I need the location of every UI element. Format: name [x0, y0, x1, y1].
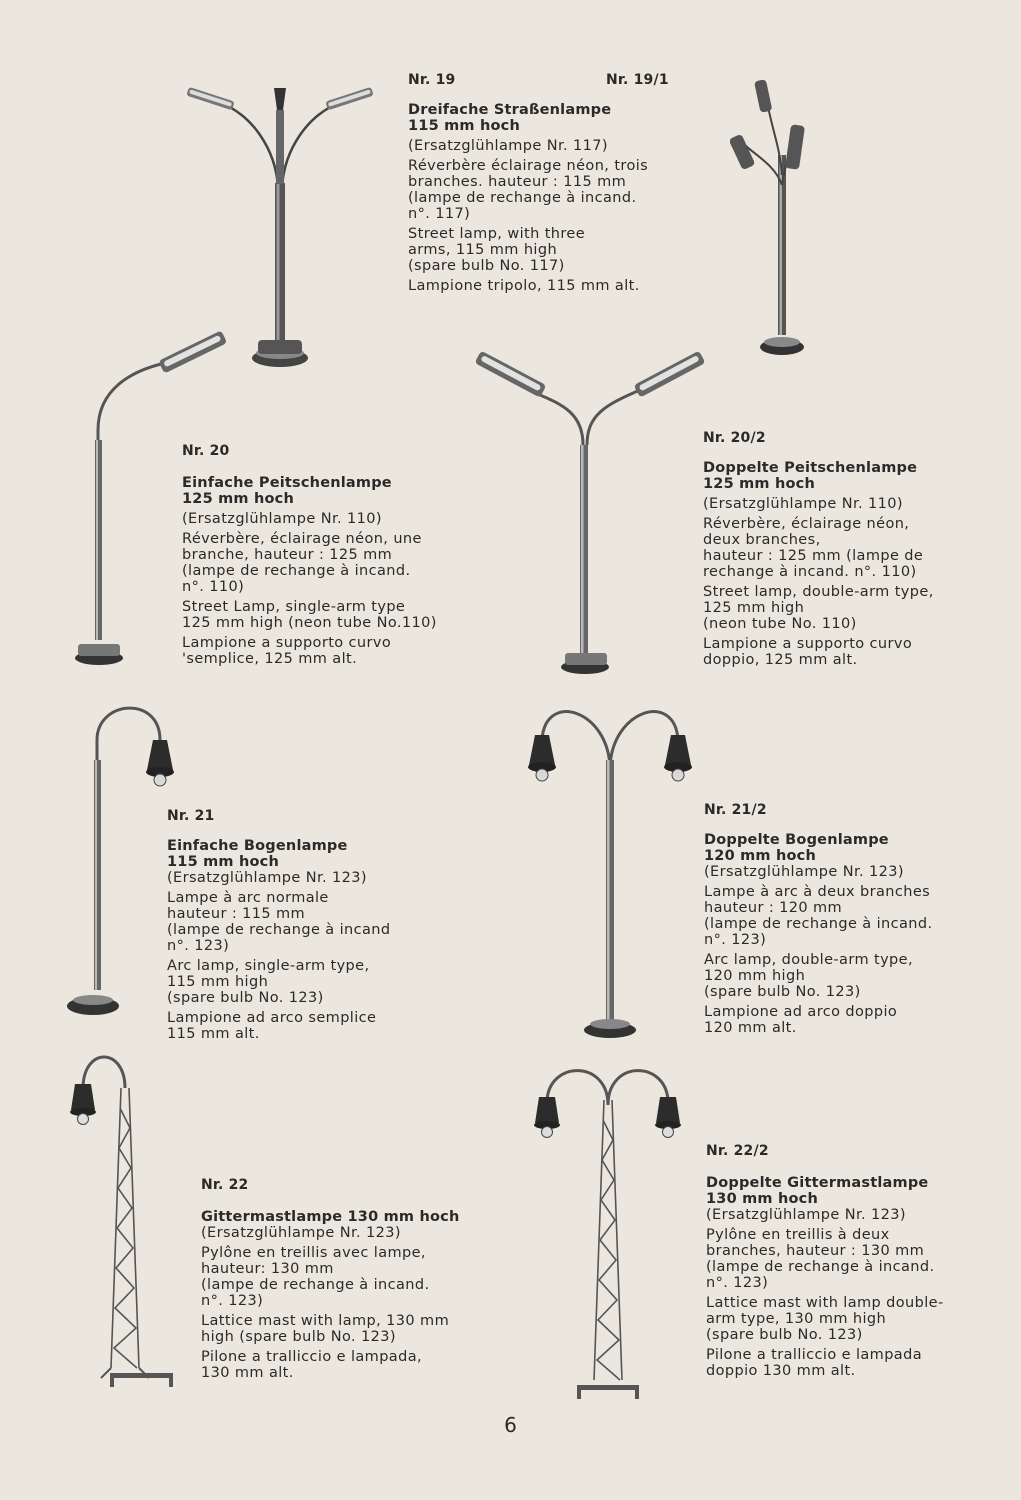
- item-height: 130 mm hoch: [706, 1191, 818, 1207]
- item-height: 115 mm hoch: [408, 118, 520, 134]
- spare-bulb-de: (Ersatzglühlampe Nr. 123): [706, 1207, 906, 1223]
- desc-it-line: doppio 130 mm alt.: [706, 1363, 856, 1379]
- desc-it: [706, 1347, 1001, 1379]
- item-title: Doppelte Bogenlampe: [704, 832, 889, 848]
- desc-fr-line: Réverbère éclairage néon, trois: [408, 158, 649, 174]
- desc-it-line: Lampione tripolo, 115 mm alt.: [408, 278, 640, 294]
- desc-fr-line: n°. 123): [704, 932, 767, 948]
- spare-bulb-de: (Ersatzglühlampe Nr. 110): [182, 511, 382, 527]
- desc-it: [167, 1010, 447, 1042]
- double-whip-lamp-illustration: [465, 335, 715, 675]
- desc-it-line: Pilone a tralliccio e lampada,: [201, 1349, 422, 1365]
- desc-it-line: 120 mm alt.: [704, 1020, 797, 1036]
- desc-it-line: doppio, 125 mm alt.: [703, 652, 858, 668]
- desc-it: [408, 278, 678, 294]
- spare-bulb-de: (Ersatzglühlampe Nr. 110): [703, 496, 903, 512]
- desc-en-line: Arc lamp, double-arm type,: [704, 952, 913, 968]
- desc-fr-line: branches, hauteur : 130 mm: [706, 1243, 925, 1259]
- page-number: 6: [504, 1413, 517, 1437]
- item-number: Nr. 19: [408, 72, 456, 88]
- double-arc-lamp-illustration: [520, 690, 700, 1040]
- desc-en: [706, 1295, 1001, 1343]
- desc-fr-line: Réverbère, éclairage néon,: [703, 516, 910, 532]
- desc-fr: [706, 1227, 1001, 1291]
- spare-bulb-de: (Ersatzglühlampe Nr. 123): [704, 864, 904, 880]
- desc-en-line: 125 mm high (neon tube No.110): [182, 615, 437, 631]
- desc-fr-line: hauteur : 115 mm: [167, 906, 306, 922]
- desc-fr-line: n°. 123): [201, 1293, 264, 1309]
- desc-fr-line: hauteur : 125 mm (lampe de: [703, 548, 924, 564]
- desc-it: [201, 1349, 491, 1381]
- desc-it-line: Lampione a supporto curvo: [182, 635, 392, 651]
- desc-it-line: Lampione ad arco doppio: [704, 1004, 898, 1020]
- desc-it-line: Lampione a supporto curvo: [703, 636, 913, 652]
- desc-en: [408, 226, 678, 274]
- desc-en: [201, 1313, 491, 1345]
- desc-en-line: 125 mm high: [703, 600, 805, 616]
- item-nr22-2: [706, 1143, 1001, 1379]
- item-number: Nr. 21/2: [704, 802, 767, 818]
- spare-bulb-de: (Ersatzglühlampe Nr. 117): [408, 138, 608, 154]
- desc-fr: [703, 516, 998, 580]
- desc-fr: [408, 158, 678, 222]
- desc-en-line: Street lamp, with three: [408, 226, 586, 242]
- desc-fr-line: deux branches,: [703, 532, 821, 548]
- desc-fr: [704, 884, 999, 948]
- item-height: 115 mm hoch: [167, 854, 279, 870]
- item-nr20: [182, 443, 462, 667]
- desc-fr-line: (lampe de rechange à incand.: [408, 190, 637, 206]
- item-nr20-2: [703, 430, 998, 668]
- desc-en-line: Lattice mast with lamp, 130 mm: [201, 1313, 450, 1329]
- desc-en-line: arms, 115 mm high: [408, 242, 558, 258]
- desc-en-line: Street Lamp, single-arm type: [182, 599, 406, 615]
- desc-fr-line: (lampe de rechange à incand.: [704, 916, 933, 932]
- item-height: 125 mm hoch: [182, 491, 294, 507]
- double-lattice-mast-lamp-illustration: [525, 1055, 695, 1405]
- desc-fr-line: n°. 123): [167, 938, 230, 954]
- item-number-alt: Nr. 19/1: [606, 72, 669, 88]
- item-title: Doppelte Peitschenlampe: [703, 460, 918, 476]
- item-height: 125 mm hoch: [703, 476, 815, 492]
- desc-en-line: (spare bulb No. 123): [704, 984, 861, 1000]
- item-title: Gittermastlampe 130 mm hoch: [201, 1209, 460, 1225]
- item-number: Nr. 22/2: [706, 1143, 769, 1159]
- desc-it: [704, 1004, 999, 1036]
- desc-fr-line: (lampe de rechange à incand.: [706, 1259, 935, 1275]
- desc-en-line: 120 mm high: [704, 968, 806, 984]
- desc-en-line: Lattice mast with lamp double-: [706, 1295, 944, 1311]
- lattice-mast-lamp-illustration: [65, 1048, 185, 1393]
- desc-it-line: 130 mm alt.: [201, 1365, 294, 1381]
- item-number: Nr. 21: [167, 808, 215, 824]
- item-number: Nr. 22: [201, 1177, 249, 1193]
- desc-fr-line: hauteur : 120 mm: [704, 900, 843, 916]
- desc-en: [182, 599, 462, 631]
- desc-fr-line: branches. hauteur : 115 mm: [408, 174, 627, 190]
- item-title: Einfache Bogenlampe: [167, 838, 348, 854]
- desc-fr-line: Lampe à arc à deux branches: [704, 884, 931, 900]
- desc-fr-line: (lampe de rechange à incand: [167, 922, 391, 938]
- desc-en-line: (spare bulb No. 123): [167, 990, 324, 1006]
- item-number: Nr. 20: [182, 443, 230, 459]
- desc-fr-line: n°. 110): [182, 579, 245, 595]
- desc-en: [703, 584, 998, 632]
- item-nr21-2: [704, 802, 999, 1036]
- desc-en-line: arm type, 130 mm high: [706, 1311, 887, 1327]
- desc-fr-line: branche, hauteur : 125 mm: [182, 547, 393, 563]
- desc-it-line: 'semplice, 125 mm alt.: [182, 651, 358, 667]
- desc-en-line: (spare bulb No. 117): [408, 258, 565, 274]
- desc-en-line: high (spare bulb No. 123): [201, 1329, 396, 1345]
- item-number: Nr. 20/2: [703, 430, 766, 446]
- spare-bulb-de: (Ersatzglühlampe Nr. 123): [201, 1225, 401, 1241]
- desc-fr-line: Réverbère, éclairage néon, une: [182, 531, 422, 547]
- desc-it: [182, 635, 462, 667]
- desc-fr-line: Pylône en treillis avec lampe,: [201, 1245, 426, 1261]
- desc-en: [167, 958, 447, 1006]
- desc-fr: [201, 1245, 491, 1309]
- item-title: Doppelte Gittermastlampe: [706, 1175, 929, 1191]
- desc-fr-line: hauteur: 130 mm: [201, 1261, 334, 1277]
- desc-fr-line: (lampe de rechange à incand.: [182, 563, 411, 579]
- item-title: Dreifache Straßenlampe: [408, 102, 612, 118]
- desc-fr-line: Lampe à arc normale: [167, 890, 329, 906]
- desc-it-line: 115 mm alt.: [167, 1026, 260, 1042]
- desc-en: [704, 952, 999, 1000]
- desc-fr-line: (lampe de rechange à incand.: [201, 1277, 430, 1293]
- desc-en-line: Arc lamp, single-arm type,: [167, 958, 370, 974]
- desc-fr-line: Pylône en treillis à deux: [706, 1227, 890, 1243]
- desc-it: [703, 636, 998, 668]
- desc-fr-line: rechange à incand. n°. 110): [703, 564, 917, 580]
- desc-it-line: Pilone a tralliccio e lampada: [706, 1347, 922, 1363]
- item-nr21: [167, 808, 447, 1042]
- desc-fr: [182, 531, 462, 595]
- item-height: 120 mm hoch: [704, 848, 816, 864]
- desc-fr: [167, 890, 447, 954]
- desc-fr-line: n°. 123): [706, 1275, 769, 1291]
- item-nr19: [408, 72, 678, 294]
- desc-en-line: (neon tube No. 110): [703, 616, 857, 632]
- item-nr22: [201, 1177, 491, 1381]
- desc-en-line: Street lamp, double-arm type,: [703, 584, 934, 600]
- spare-bulb-de: (Ersatzglühlampe Nr. 123): [167, 870, 367, 886]
- desc-en-line: (spare bulb No. 123): [706, 1327, 863, 1343]
- item-title: Einfache Peitschenlampe: [182, 475, 392, 491]
- desc-fr-line: n°. 117): [408, 206, 471, 222]
- tall-triple-lamp-illustration: [730, 75, 840, 365]
- desc-en-line: 115 mm high: [167, 974, 269, 990]
- desc-it-line: Lampione ad arco semplice: [167, 1010, 377, 1026]
